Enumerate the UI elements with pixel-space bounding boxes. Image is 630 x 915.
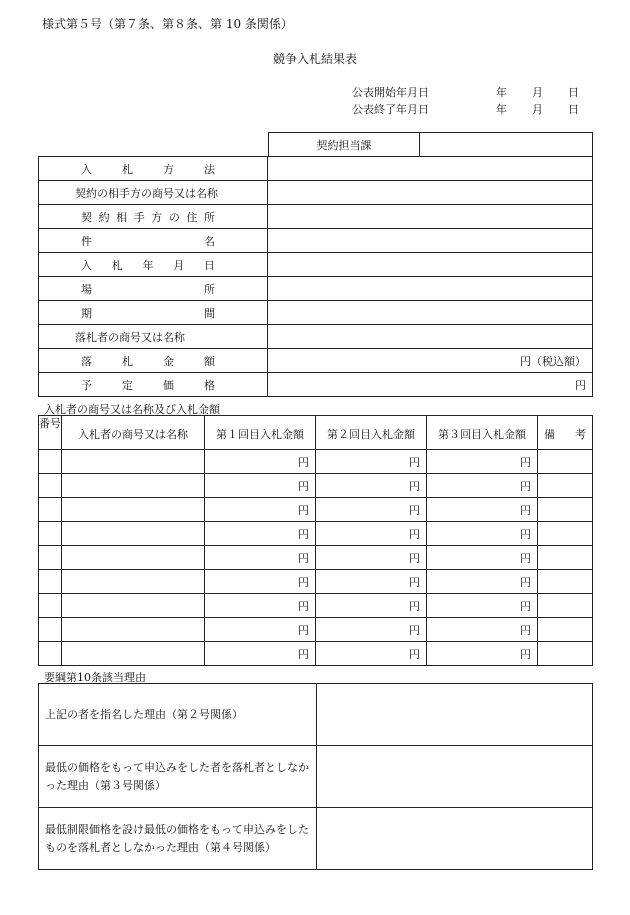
bid-row bbox=[39, 498, 593, 522]
bid-round1-cell[interactable] bbox=[205, 618, 316, 642]
yen-unit: 円 bbox=[298, 479, 309, 493]
bid-name-cell[interactable] bbox=[62, 618, 205, 642]
field-value[interactable] bbox=[268, 181, 593, 205]
field-label: 入 札 方 法 bbox=[81, 162, 215, 176]
bid-round3-cell[interactable] bbox=[427, 498, 538, 522]
bid-remarks-cell[interactable] bbox=[538, 546, 593, 570]
yen-unit: 円 bbox=[409, 599, 420, 613]
bid-round3-cell[interactable] bbox=[427, 522, 538, 546]
field-label-cell bbox=[39, 373, 268, 397]
bid-round1-cell[interactable] bbox=[205, 594, 316, 618]
header-remarks bbox=[538, 416, 593, 450]
bid-number-cell[interactable] bbox=[39, 618, 62, 642]
bid-round1-cell[interactable] bbox=[205, 474, 316, 498]
bid-name-cell[interactable] bbox=[62, 546, 205, 570]
bid-round1-cell[interactable] bbox=[205, 546, 316, 570]
field-label: 入 札 年 月 日 bbox=[81, 258, 215, 272]
field-value[interactable] bbox=[268, 157, 593, 181]
header-remarks-label: 備 考 bbox=[544, 428, 586, 441]
yen-unit: 円 bbox=[409, 647, 420, 661]
yen-unit: 円 bbox=[409, 455, 420, 469]
bid-round1-cell[interactable] bbox=[205, 570, 316, 594]
yen-unit: 円 bbox=[298, 623, 309, 637]
yen-unit: 円 bbox=[409, 623, 420, 637]
bid-number-cell[interactable] bbox=[39, 450, 62, 474]
field-value[interactable] bbox=[268, 349, 593, 373]
field-row bbox=[39, 301, 593, 325]
header-round2: 第２回目入札金額 bbox=[316, 416, 427, 450]
bid-round3-cell[interactable] bbox=[427, 450, 538, 474]
field-label-cell bbox=[39, 157, 268, 181]
yen-unit: 円 bbox=[520, 599, 531, 613]
publication-start-day: 日 bbox=[568, 86, 579, 99]
bid-remarks-cell[interactable] bbox=[538, 642, 593, 666]
yen-unit: 円 bbox=[520, 575, 531, 589]
yen-unit: 円 bbox=[298, 527, 309, 541]
bid-name-cell[interactable] bbox=[62, 498, 205, 522]
bid-round1-cell[interactable] bbox=[205, 450, 316, 474]
bid-round2-cell[interactable] bbox=[316, 474, 427, 498]
field-label-cell bbox=[39, 205, 268, 229]
field-row bbox=[39, 205, 593, 229]
reasons-table bbox=[38, 683, 593, 870]
field-value[interactable] bbox=[268, 277, 593, 301]
yen-unit: 円 bbox=[298, 599, 309, 613]
field-label-cell bbox=[39, 181, 268, 205]
reason-row bbox=[39, 808, 593, 870]
yen-unit: 円 bbox=[298, 575, 309, 589]
bid-remarks-cell[interactable] bbox=[538, 594, 593, 618]
contract-dept-label: 契約担当課 bbox=[269, 133, 420, 157]
field-row bbox=[39, 325, 593, 349]
bid-row bbox=[39, 450, 593, 474]
yen-unit: 円 bbox=[520, 479, 531, 493]
field-row bbox=[39, 181, 593, 205]
bid-number-cell[interactable] bbox=[39, 498, 62, 522]
field-label: 場 所 bbox=[81, 282, 215, 296]
field-value-unit: 円 bbox=[575, 378, 586, 392]
bid-number-cell[interactable] bbox=[39, 546, 62, 570]
bid-round3-cell[interactable] bbox=[427, 642, 538, 666]
reasons-section-label: 要綱第10条該当理由 bbox=[44, 671, 146, 684]
yen-unit: 円 bbox=[409, 527, 420, 541]
field-value[interactable] bbox=[268, 205, 593, 229]
field-value-unit: 円（税込額） bbox=[520, 354, 586, 368]
fields-table bbox=[38, 156, 593, 397]
bid-round2-cell[interactable] bbox=[316, 450, 427, 474]
page-title: 競争入札結果表 bbox=[272, 52, 357, 66]
reason-row bbox=[39, 746, 593, 808]
yen-unit: 円 bbox=[409, 551, 420, 565]
bid-row bbox=[39, 642, 593, 666]
publication-dates bbox=[352, 84, 592, 124]
bid-round2-cell[interactable] bbox=[316, 642, 427, 666]
publication-start-label: 公表開始年月日 bbox=[352, 86, 429, 99]
yen-unit: 円 bbox=[520, 551, 531, 565]
field-value[interactable] bbox=[268, 325, 593, 349]
bid-number-cell[interactable] bbox=[39, 474, 62, 498]
yen-unit: 円 bbox=[409, 575, 420, 589]
bid-name-cell[interactable] bbox=[62, 642, 205, 666]
field-label: 予 定 価 格 bbox=[81, 378, 215, 392]
field-label-cell bbox=[39, 229, 268, 253]
bid-number-cell[interactable] bbox=[39, 642, 62, 666]
field-row bbox=[39, 349, 593, 373]
field-label: 契約の相手方の商号又は名称 bbox=[75, 186, 218, 200]
bid-round2-cell[interactable] bbox=[316, 522, 427, 546]
field-label: 件 名 bbox=[81, 234, 215, 248]
reason-value[interactable] bbox=[317, 808, 593, 870]
bid-remarks-cell[interactable] bbox=[538, 450, 593, 474]
reason-label: 最低の価格をもって申込みをした者を落札者としなかった理由（第３号関係） bbox=[39, 746, 317, 808]
field-label: 期 間 bbox=[81, 306, 215, 320]
yen-unit: 円 bbox=[298, 551, 309, 565]
field-row bbox=[39, 253, 593, 277]
bid-number-cell[interactable] bbox=[39, 522, 62, 546]
bid-round3-cell[interactable] bbox=[427, 546, 538, 570]
bid-round3-cell[interactable] bbox=[427, 594, 538, 618]
bid-round3-cell[interactable] bbox=[427, 570, 538, 594]
publication-end-year: 年 bbox=[496, 103, 507, 116]
header-name: 入札者の商号又は名称 bbox=[62, 416, 205, 450]
form-id: 様式第５号（第７条、第８条、第 10 条関係） bbox=[42, 17, 293, 31]
publication-end-day: 日 bbox=[568, 103, 579, 116]
bid-round2-cell[interactable] bbox=[316, 570, 427, 594]
bid-name-cell[interactable] bbox=[62, 594, 205, 618]
field-row bbox=[39, 373, 593, 397]
yen-unit: 円 bbox=[298, 455, 309, 469]
bid-remarks-cell[interactable] bbox=[538, 474, 593, 498]
publication-start-year: 年 bbox=[496, 86, 507, 99]
field-row bbox=[39, 277, 593, 301]
yen-unit: 円 bbox=[298, 647, 309, 661]
field-label: 落札者の商号又は名称 bbox=[75, 330, 185, 344]
field-label: 落 札 金 額 bbox=[81, 354, 215, 368]
contract-dept-table bbox=[268, 132, 593, 157]
bid-row bbox=[39, 522, 593, 546]
bid-remarks-cell[interactable] bbox=[538, 570, 593, 594]
bid-row bbox=[39, 570, 593, 594]
bid-name-cell[interactable] bbox=[62, 522, 205, 546]
header-round1: 第１回目入札金額 bbox=[205, 416, 316, 450]
header-number: 番号 bbox=[39, 416, 62, 450]
bid-name-cell[interactable] bbox=[62, 570, 205, 594]
yen-unit: 円 bbox=[520, 647, 531, 661]
bid-round1-cell[interactable] bbox=[205, 498, 316, 522]
field-label-cell bbox=[39, 277, 268, 301]
field-label-cell bbox=[39, 349, 268, 373]
field-value[interactable] bbox=[268, 253, 593, 277]
bid-round2-cell[interactable] bbox=[316, 618, 427, 642]
yen-unit: 円 bbox=[298, 503, 309, 517]
field-value[interactable] bbox=[268, 229, 593, 253]
bid-table bbox=[38, 415, 593, 666]
bid-row bbox=[39, 546, 593, 570]
field-label: 契 約 相 手 方 の 住 所 bbox=[81, 210, 215, 224]
publication-end-month: 月 bbox=[532, 103, 543, 116]
bid-round3-cell[interactable] bbox=[427, 618, 538, 642]
header-round3: 第３回目入札金額 bbox=[427, 416, 538, 450]
reason-value[interactable] bbox=[317, 684, 593, 746]
yen-unit: 円 bbox=[520, 623, 531, 637]
yen-unit: 円 bbox=[409, 479, 420, 493]
field-value[interactable] bbox=[268, 373, 593, 397]
bid-remarks-cell[interactable] bbox=[538, 498, 593, 522]
yen-unit: 円 bbox=[520, 503, 531, 517]
reason-value[interactable] bbox=[317, 746, 593, 808]
bid-remarks-cell[interactable] bbox=[538, 522, 593, 546]
bid-round2-cell[interactable] bbox=[316, 594, 427, 618]
bid-round2-cell[interactable] bbox=[316, 498, 427, 522]
yen-unit: 円 bbox=[520, 455, 531, 469]
bid-round1-cell[interactable] bbox=[205, 642, 316, 666]
publication-start-month: 月 bbox=[532, 86, 543, 99]
field-label-cell bbox=[39, 253, 268, 277]
publication-end-label: 公表終了年月日 bbox=[352, 103, 429, 116]
reason-label: 上記の者を指名した理由（第２号関係） bbox=[39, 684, 317, 746]
bidders-section-label: 入札者の商号又は名称及び入札金額 bbox=[44, 403, 220, 416]
field-row bbox=[39, 157, 593, 181]
field-label-cell bbox=[39, 301, 268, 325]
field-value[interactable] bbox=[268, 301, 593, 325]
bid-name-cell[interactable] bbox=[62, 450, 205, 474]
bid-round3-cell[interactable] bbox=[427, 474, 538, 498]
bid-number-cell[interactable] bbox=[39, 594, 62, 618]
bid-row bbox=[39, 618, 593, 642]
field-label-cell bbox=[39, 325, 268, 349]
reason-label: 最低制限価格を設け最低の価格をもって申込みをしたものを落札者としなかった理由（第４号関係） bbox=[39, 808, 317, 870]
field-row bbox=[39, 229, 593, 253]
bid-number-cell[interactable] bbox=[39, 570, 62, 594]
bid-row bbox=[39, 474, 593, 498]
reason-row bbox=[39, 684, 593, 746]
bid-round1-cell[interactable] bbox=[205, 522, 316, 546]
bid-name-cell[interactable] bbox=[62, 474, 205, 498]
yen-unit: 円 bbox=[520, 527, 531, 541]
bid-remarks-cell[interactable] bbox=[538, 618, 593, 642]
contract-dept-value[interactable] bbox=[420, 133, 593, 157]
bid-round2-cell[interactable] bbox=[316, 546, 427, 570]
bid-row bbox=[39, 594, 593, 618]
yen-unit: 円 bbox=[409, 503, 420, 517]
